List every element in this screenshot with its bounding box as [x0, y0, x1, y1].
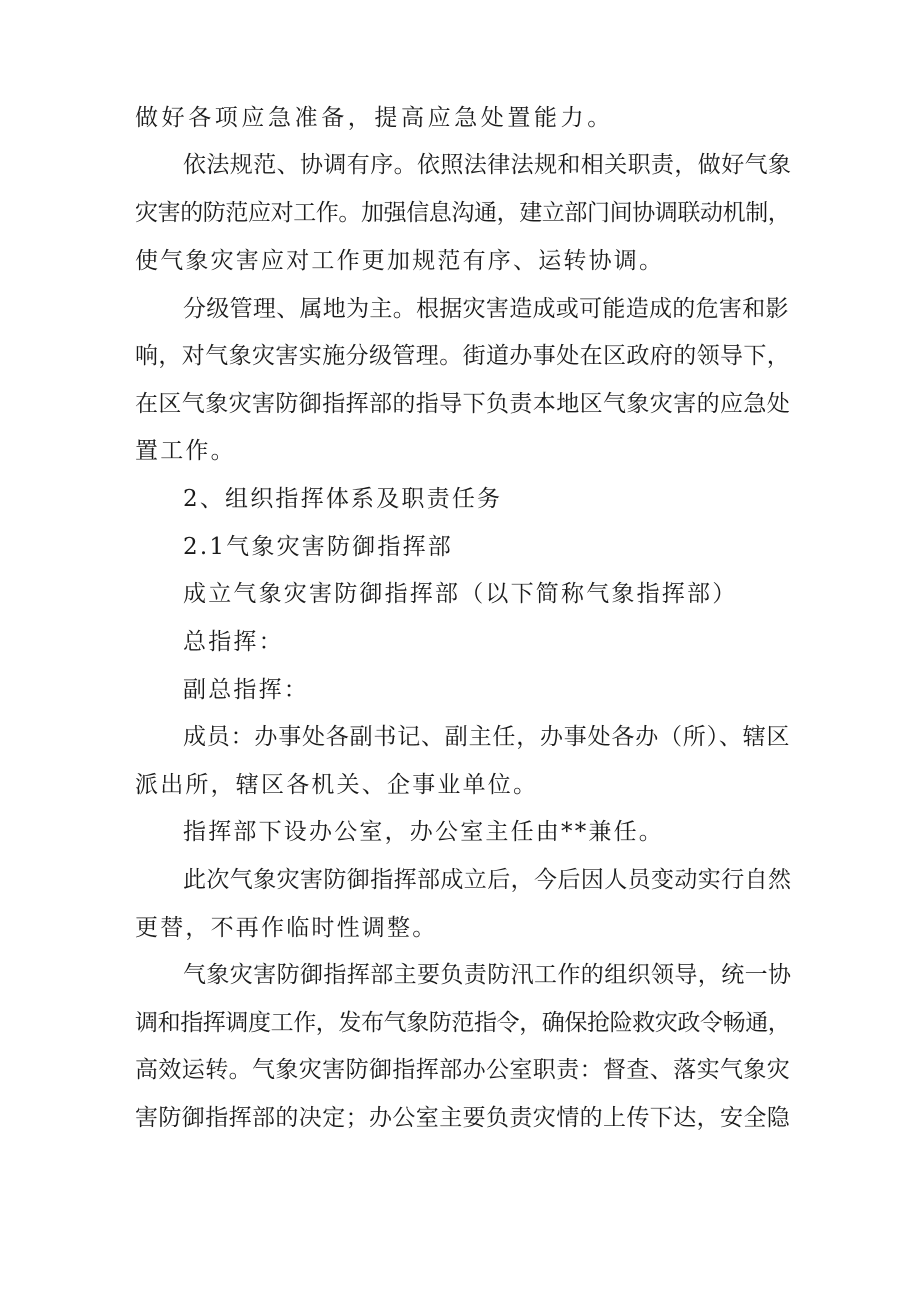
text-line — [135, 913, 920, 943]
line-text: 置工作。 — [135, 438, 236, 464]
text-line — [135, 341, 920, 371]
subsection-heading — [183, 532, 920, 562]
line-text: 成立气象灾害防御指挥部（以下简称气象指挥部） — [183, 581, 738, 607]
text-line — [135, 389, 920, 419]
line-text: 响，对气象灾害实施分级管理。街道办事处在区政府的领导下， — [135, 343, 791, 369]
line-text: 分级管理、属地为主。根据灾害造成或可能造成的危害和影 — [183, 296, 789, 322]
text-line — [183, 865, 920, 895]
line-text: 此次气象灾害防御指挥部成立后，今后因人员变动实行自然 — [183, 867, 792, 893]
text-line — [135, 770, 920, 800]
text-line — [183, 150, 920, 180]
line-text: 更替，不再作临时性调整。 — [135, 915, 438, 941]
line-text: 依法规范、协调有序。依照法律法规和相关职责，做好气象 — [183, 152, 792, 178]
text-line — [135, 436, 920, 466]
line-text: 气象灾害防御指挥部主要负责防汛工作的组织领导，统一协 — [183, 962, 792, 988]
text-line — [183, 817, 920, 847]
line-text: 副总指挥： — [183, 677, 309, 703]
text-line — [135, 1103, 920, 1133]
line-text: 调和指挥调度工作，发布气象防范指令，确保抢险救灾政令畅通， — [135, 1010, 791, 1036]
text-line — [183, 675, 920, 705]
line-text: 指挥部下设办公室，办公室主任由**兼任。 — [183, 819, 664, 845]
text-line — [183, 627, 920, 657]
text-line — [135, 1055, 920, 1085]
text-line — [135, 1008, 920, 1038]
text-line — [183, 294, 920, 324]
line-text: 高效运转。气象灾害防御指挥部办公室职责：督查、落实气象灾 — [135, 1057, 791, 1083]
line-text: 做好各项应急准备，提高应急处置能力。 — [135, 105, 614, 131]
text-line — [183, 722, 920, 752]
line-text: 成员：办事处各副书记、副主任，办事处各办（所）、辖区 — [183, 724, 791, 750]
text-line — [135, 198, 920, 228]
line-text: 灾害的防范应对工作。加强信息沟通，建立部门间协调联动机制， — [135, 200, 791, 226]
line-text: 派出所，辖区各机关、企事业单位。 — [135, 772, 539, 798]
line-text: 使气象灾害应对工作更加规范有序、运转协调。 — [135, 248, 665, 274]
line-text: 2.1气象灾害防御指挥部 — [183, 534, 453, 560]
section-heading — [183, 484, 920, 514]
line-text: 总指挥： — [183, 629, 284, 655]
line-text: 在区气象灾害防御指挥部的指导下负责本地区气象灾害的应急处 — [135, 391, 791, 417]
line-text: 害防御指挥部的决定；办公室主要负责灾情的上传下达，安全隐 — [135, 1105, 791, 1131]
line-text: 2、组织指挥体系及职责任务 — [183, 486, 503, 512]
text-line — [135, 103, 920, 133]
text-line — [183, 960, 920, 990]
text-line — [183, 579, 920, 609]
text-line — [135, 246, 920, 276]
